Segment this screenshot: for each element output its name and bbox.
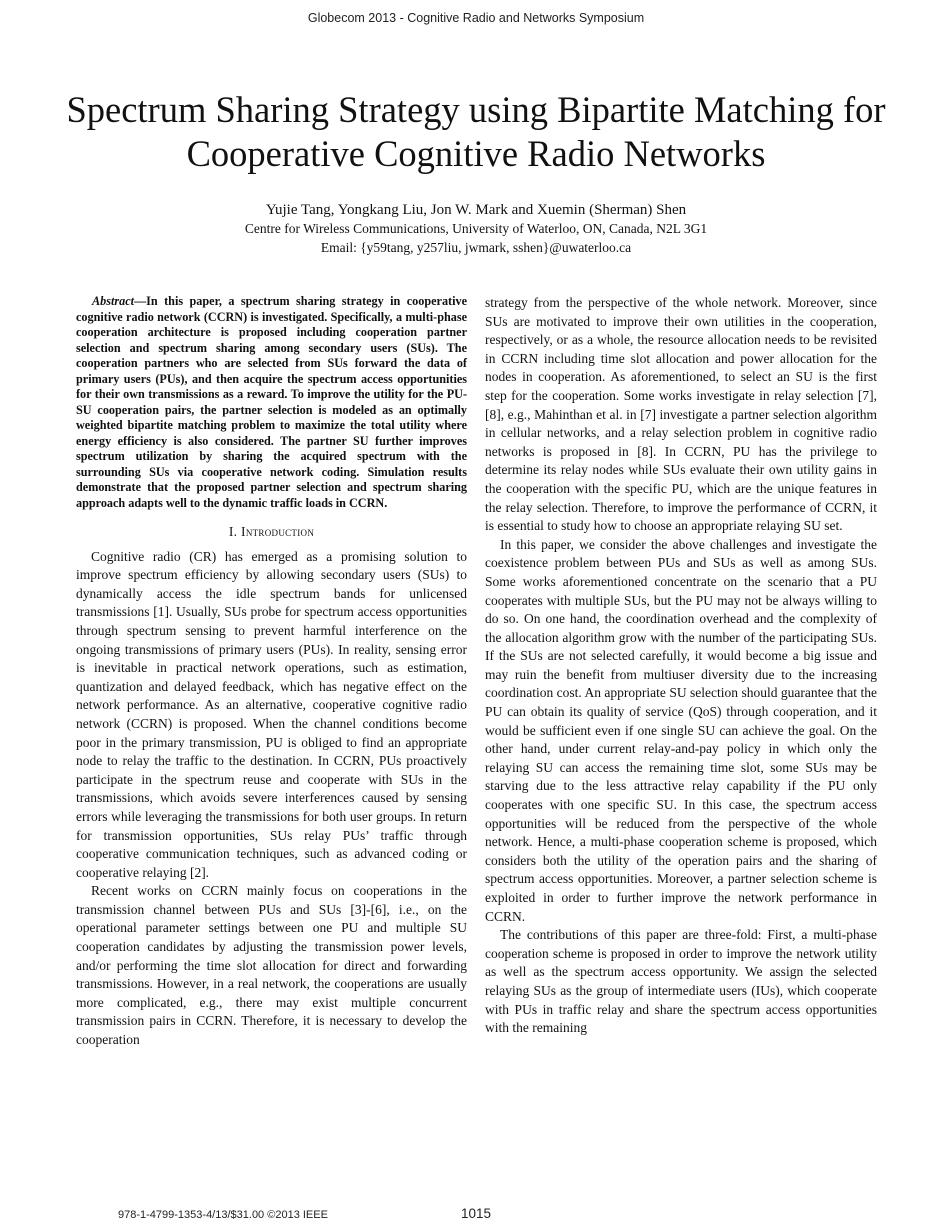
section-heading-introduction bbox=[76, 523, 467, 542]
section-title: Introduction bbox=[241, 524, 315, 539]
intro-paragraph-1: Cognitive radio (CR) has emerged as a promising solution to improve spectrum efficiency by allowing secondary users (SUs) to dynamically access the idle spectrum bands for unlicensed transmissions [1]. Usually, SUs probe for spectrum access opportunities through spectrum sensing to prevent harmful interference on the ongoing transmissions of primary users (PUs). In reality, sensing error is inevitable in practical network operations, such as estimation, quantization and delayed feedback, which has negative effect on the network performance. As an alternative, cooperative cognitive radio network (CCRN) is proposed. When the channel conditions become poor in the primary transmission, PU is obliged to find an appropriate node to relay the traffic to the destination. In CCRN, PUs proactively participate in the spectrum reuse and cooperate with SUs in the transmissions, which avoids severe interferences caused by sensing errors while leveraging the transmissions for both user groups. In return for transmission opportunities, SUs relay PUs’ traffic through cooperative communication techniques, such as advanced coding or cooperative relaying [2]. bbox=[76, 548, 467, 880]
email-line: Email: {y59tang, y257liu, jwmark, sshen}@uwaterloo.ca bbox=[320, 240, 632, 255]
running-header: Globecom 2013 - Cognitive Radio and Networks Symposium bbox=[307, 11, 645, 25]
abstract-dash: — bbox=[133, 294, 147, 308]
intro-paragraph-3: strategy from the perspective of the whole network. Moreover, since SUs are motivated to improve their own utilities in the cooperation, respectively, or as a whole, the resource allocation needs to be revisited in CCRN including time slot allocation and power allocation for the nodes in cooperation. As aforementioned, to select an SU is the first step for the cooperation. Some works investigate in relay selection [7], [8], e.g., Mahinthan et al. in [7] investigate a partner selection algorithm in cellular networks, and a relay selection problem in cognitive radio networks is proposed in [8]. In CCRN, PU has the privilege to determine its relay nodes while SUs evaluate their own utility gains in the cooperation with the specific PU, which are the unique features in the relay selection. Therefore, to improve the performance of CCRN, it is essential to study how to choose an appropriate relaying SU set. bbox=[485, 295, 877, 534]
abstract-label: Abstract bbox=[92, 294, 134, 308]
right-column bbox=[485, 294, 877, 1038]
left-column bbox=[76, 294, 467, 1050]
abstract bbox=[76, 294, 467, 511]
author-list: Yujie Tang, Yongkang Liu, Jon W. Mark and Xuemin (Sherman) Shen bbox=[265, 202, 687, 218]
intro-paragraph-5: The contributions of this paper are three-fold: First, a multi-phase cooperation scheme is proposed in order to improve the network utility as well as the spectrum access opportunity. We assign the selected relaying SUs as the group of intermediate users (IUs), which cooperate with PUs in traffic relay and share the spectrum access opportunities with the remaining bbox=[485, 927, 877, 1036]
intro-paragraph-2: Recent works on CCRN mainly focus on cooperations in the transmission channel between PUs and SUs [3]-[6], i.e., on the operational parameter settings between one PU and multiple SU cooperation candidates by adjusting the transmission power levels, and/or performing the time slot allocation for direct and forwarding transmissions. However, in a real network, the cooperations are usually more complicated, e.g., there may exist multiple concurrent transmission pairs in CCRN. Therefore, it is necessary to develop the cooperation bbox=[76, 883, 467, 1048]
page-number: 1015 bbox=[460, 1206, 492, 1221]
paper-title: Spectrum Sharing Strategy using Bipartite Matching for Cooperative Cognitive Radio Networks bbox=[66, 89, 886, 174]
affiliation: Centre for Wireless Communications, University of Waterloo, ON, Canada, N2L 3G1 bbox=[244, 221, 708, 236]
intro-paragraph-4: In this paper, we consider the above challenges and investigate the coexistence problem between PUs and SUs as well as among SUs. Some works aforementioned concentrate on the scenario that a PU cooperates with multiple SUs, but the PU may not be always willing to do so. On one hand, the coordination overhead and the complexity of the allocation algorithm grow with the number of the participating SUs. If the SUs are not selected carefully, it would become a big issue and may ruin the benefit from multiuser diversity due to the increasing coordination cost. An appropriate SU selection should guarantee that the PU can obtain its quality of service (QoS) through cooperation, and it would be sufficient even if one single SU can achieve the goal. On the other hand, under current relay-and-pay policy in which only the relaying SU can access the remaining time slot, some SUs may be starving due to the less attractive relay capability if the PU only cooperates with one specific SU. In this case, the spectrum access opportunities will be reduced from the perspective of the whole network. Hence, a multi-phase cooperation scheme is proposed, which considers both the utility of the operation pairs and the sharing of spectrum access opportunities. Moreover, a partner selection scheme is exploited in order to further improve the network performance in CCRN. bbox=[485, 536, 877, 924]
section-number: I. bbox=[228, 524, 238, 539]
copyright-notice: 978-1-4799-1353-4/13/$31.00 ©2013 IEEE bbox=[118, 1209, 328, 1221]
abstract-text: In this paper, a spectrum sharing strategy in cooperative cognitive radio network (CCRN) is investigated. Specifically, a multi-phase cooperation architecture is proposed including cooperation partner selection and spectrum sharing among secondary users (SUs). The cooperation partners who are selected from SUs forward the data of primary users (PUs), and then acquire the spectrum access opportunities for their own transmissions as a reward. To improve the utility for the PU-SU cooperation pairs, the partner selection is modeled as an optimally weighted bipartite matching problem to maximize the total utility where energy efficiency is also considered. The partner SU further improves spectrum utilization by sharing the acquired spectrum with the surrounding SUs via cooperative network coding. Simulation results demonstrate that the proposed partner selection and spectrum sharing approach adapts well to the dynamic traffic loads in CCRN. bbox=[76, 294, 467, 510]
